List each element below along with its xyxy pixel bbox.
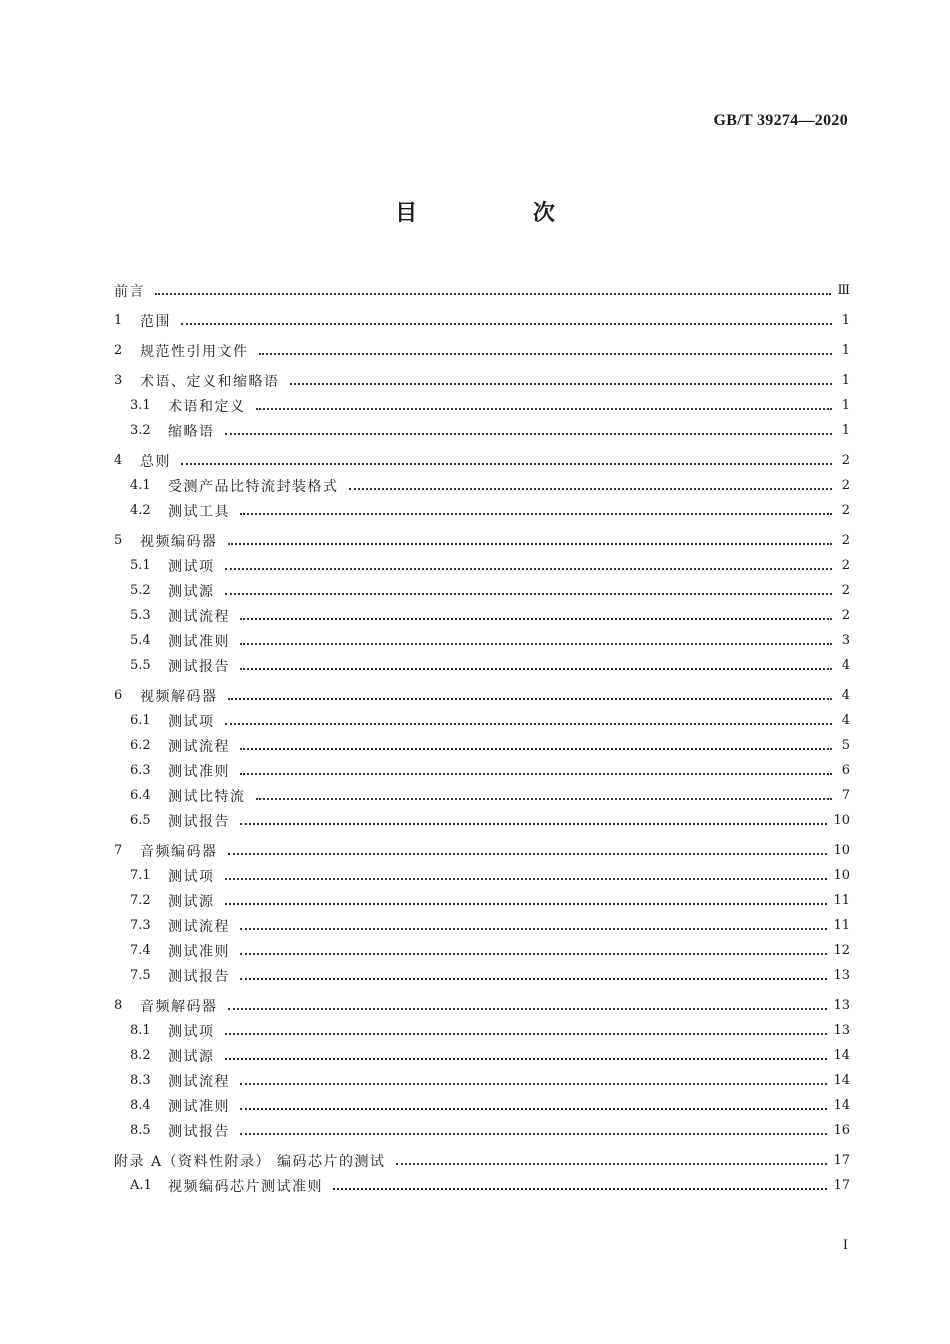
- toc-dot-leader: [225, 433, 833, 435]
- toc-entry-title: 术语和定义: [168, 398, 246, 415]
- toc-dot-leader: [240, 618, 832, 620]
- toc-dot-leader: [181, 463, 832, 465]
- toc-dot-leader: [228, 853, 828, 855]
- toc-entry-page: 17: [833, 1153, 850, 1168]
- toc-dot-leader: [225, 903, 828, 905]
- toc-entry-title: 测试流程: [168, 738, 230, 755]
- toc-dot-leader: [155, 293, 831, 295]
- toc-entry-title: 测试流程: [168, 918, 230, 935]
- toc-entry[interactable]: [114, 418, 850, 443]
- toc-entry-number: 5.1: [130, 558, 151, 573]
- toc-entry-page: 11: [833, 918, 850, 933]
- toc-entry[interactable]: [114, 1018, 850, 1043]
- toc-entry-page: 1: [841, 373, 850, 388]
- toc-entry[interactable]: [114, 838, 850, 863]
- toc-entry-page: 17: [833, 1178, 850, 1193]
- toc-entry-title: 测试项: [168, 558, 215, 575]
- toc-entry-page: 10: [833, 843, 850, 858]
- toc-entry-title: 测试准则: [168, 763, 230, 780]
- toc-entry[interactable]: [114, 963, 850, 988]
- toc-dot-leader: [240, 823, 827, 825]
- toc-entry[interactable]: [114, 448, 850, 473]
- toc-dot-leader: [225, 723, 833, 725]
- toc-entry-page: 12: [833, 943, 850, 958]
- toc-dot-leader: [225, 878, 828, 880]
- toc-entry[interactable]: [114, 1148, 850, 1173]
- toc-entry-title: 测试报告: [168, 968, 230, 985]
- toc-dot-leader: [228, 698, 833, 700]
- toc-entry-title: 测试工具: [168, 503, 230, 520]
- toc-entry-number: 7.1: [130, 868, 151, 883]
- standard-number: GB/T 39274—2020: [713, 112, 848, 129]
- toc-dot-leader: [228, 1008, 828, 1010]
- toc-entry-title: 测试源: [168, 893, 215, 910]
- toc-dot-leader: [240, 773, 832, 775]
- toc-entry-number: 8.3: [130, 1073, 151, 1088]
- toc-entry-number: 6.5: [130, 813, 151, 828]
- toc-entry-page: 7: [841, 788, 850, 803]
- toc-entry-title: 术语、定义和缩略语: [140, 373, 280, 390]
- toc-entry-title: 测试报告: [168, 1123, 230, 1140]
- toc-entry[interactable]: [114, 603, 850, 628]
- toc-entry-page: 14: [833, 1098, 850, 1113]
- toc-entry-number: 5.5: [130, 658, 151, 673]
- toc-entry-number: 8.2: [130, 1048, 151, 1063]
- toc-entry[interactable]: [114, 578, 850, 603]
- toc-entry[interactable]: [114, 758, 850, 783]
- toc-entry-number: 3.1: [130, 398, 151, 413]
- toc-entry-page: 2: [841, 583, 850, 598]
- toc-entry-title: 测试准则: [168, 943, 230, 960]
- toc-dot-leader: [240, 1133, 827, 1135]
- toc-entry-title: 测试流程: [168, 608, 230, 625]
- toc-dot-leader: [290, 383, 833, 385]
- toc-entry-title: 视频解码器: [140, 688, 218, 705]
- toc-dot-leader: [181, 323, 832, 325]
- toc-entry[interactable]: [114, 993, 850, 1018]
- toc-entry-number: 5.2: [130, 583, 151, 598]
- toc-entry-title: 音频解码器: [140, 998, 218, 1015]
- page-title: 目 次: [395, 201, 609, 226]
- toc-dot-leader: [259, 353, 833, 355]
- toc-entry-number: 7.3: [130, 918, 151, 933]
- toc-entry[interactable]: [114, 1118, 850, 1143]
- toc-entry-page: 4: [841, 713, 850, 728]
- toc-entry-title: 测试比特流: [168, 788, 246, 805]
- toc-entry-number: 8.5: [130, 1123, 151, 1138]
- toc-entry-page: 2: [841, 453, 850, 468]
- toc-entry-page: 10: [833, 868, 850, 883]
- toc-entry-number: 7.5: [130, 968, 151, 983]
- toc-dot-leader: [256, 408, 833, 410]
- toc-entry-title: 测试报告: [168, 658, 230, 675]
- toc-entry-page: 1: [841, 423, 850, 438]
- toc-entry-title: 测试源: [168, 1048, 215, 1065]
- toc-entry-page: 2: [841, 558, 850, 573]
- toc-entry-title: 附录 A（资料性附录） 编码芯片的测试: [114, 1153, 386, 1170]
- toc-dot-leader: [240, 928, 827, 930]
- toc-dot-leader: [225, 1058, 828, 1060]
- toc-entry-title: 测试准则: [168, 633, 230, 650]
- toc-dot-leader: [225, 593, 833, 595]
- toc-entry[interactable]: [114, 783, 850, 808]
- toc-entry-page: 13: [833, 968, 850, 983]
- toc-entry-page: 14: [833, 1048, 850, 1063]
- toc-entry-page: 1: [841, 313, 850, 328]
- toc-entry[interactable]: [114, 913, 850, 938]
- toc-entry-number: 5.3: [130, 608, 151, 623]
- toc-entry[interactable]: [114, 1093, 850, 1118]
- toc-entry-page: 13: [833, 1023, 850, 1038]
- toc-entry[interactable]: [114, 863, 850, 888]
- toc-entry-title: 范围: [140, 313, 171, 330]
- toc-entry[interactable]: [114, 683, 850, 708]
- toc-entry[interactable]: [114, 338, 850, 363]
- toc-entry-page: 2: [841, 478, 850, 493]
- toc-entry-title: 测试流程: [168, 1073, 230, 1090]
- toc-entry-page: 2: [841, 533, 850, 548]
- toc-entry-number: 3: [114, 373, 123, 388]
- toc-dot-leader: [240, 978, 827, 980]
- toc-entry[interactable]: [114, 888, 850, 913]
- toc-entry-title: 视频编码芯片测试准则: [168, 1178, 323, 1195]
- toc-dot-leader: [349, 488, 833, 490]
- toc-entry-number: 7.2: [130, 893, 151, 908]
- toc-entry[interactable]: [114, 938, 850, 963]
- toc-entry-number: 4: [114, 453, 123, 468]
- toc-entry-number: 7.4: [130, 943, 151, 958]
- toc-entry-number: 6.1: [130, 713, 151, 728]
- toc-entry[interactable]: [114, 628, 850, 653]
- toc-entry-title: 总则: [140, 453, 171, 470]
- toc-entry[interactable]: [114, 708, 850, 733]
- toc-entry-page: 4: [841, 688, 850, 703]
- toc-dot-leader: [240, 953, 827, 955]
- toc-entry[interactable]: [114, 808, 850, 833]
- toc-entry[interactable]: [114, 473, 850, 498]
- toc-entry-title: 测试源: [168, 583, 215, 600]
- toc-entry-number: 6.4: [130, 788, 151, 803]
- toc-entry[interactable]: [114, 553, 850, 578]
- toc-entry-page: 6: [841, 763, 850, 778]
- toc-entry-page: 11: [833, 893, 850, 908]
- toc-entry[interactable]: [114, 528, 850, 553]
- toc-entry-page: 4: [841, 658, 850, 673]
- toc-entry-number: 7: [114, 843, 123, 858]
- toc-entry-title: 测试项: [168, 713, 215, 730]
- toc-dot-leader: [240, 668, 832, 670]
- toc-entry-number: 8.1: [130, 1023, 151, 1038]
- toc-dot-leader: [240, 1108, 827, 1110]
- toc-entry[interactable]: [114, 278, 850, 303]
- toc-entry[interactable]: [114, 1173, 850, 1198]
- toc-dot-leader: [240, 748, 832, 750]
- toc-entry[interactable]: [114, 498, 850, 523]
- toc-entry[interactable]: [114, 393, 850, 418]
- toc-entry-number: 6: [114, 688, 123, 703]
- toc-entry-page: 2: [841, 503, 850, 518]
- toc-entry-number: 6.3: [130, 763, 151, 778]
- toc-entry-number: 1: [114, 313, 123, 328]
- toc-entry-page: 14: [833, 1073, 850, 1088]
- toc-entry-page: 16: [833, 1123, 850, 1138]
- toc-entry-page: 13: [833, 998, 850, 1013]
- toc-entry-title: 测试准则: [168, 1098, 230, 1115]
- toc-entry-number: 6.2: [130, 738, 151, 753]
- toc-dot-leader: [240, 643, 832, 645]
- toc-entry-title: 音频编码器: [140, 843, 218, 860]
- toc-entry[interactable]: [114, 733, 850, 758]
- toc-entry-title: 缩略语: [168, 423, 215, 440]
- toc-entry-title: 测试项: [168, 1023, 215, 1040]
- toc-dot-leader: [228, 543, 833, 545]
- toc-entry-page: 10: [833, 813, 850, 828]
- toc-entry[interactable]: [114, 1043, 850, 1068]
- toc-entry-title: 视频编码器: [140, 533, 218, 550]
- toc-dot-leader: [225, 1033, 828, 1035]
- toc-entry-page: 5: [841, 738, 850, 753]
- toc-entry-title: 测试项: [168, 868, 215, 885]
- toc-entry-number: 4.2: [130, 503, 151, 518]
- toc-entry-number: A.1: [130, 1178, 152, 1193]
- toc-entry[interactable]: [114, 308, 850, 333]
- toc-entry-page: 1: [841, 343, 850, 358]
- toc-dot-leader: [240, 513, 832, 515]
- toc-dot-leader: [240, 1083, 827, 1085]
- toc-dot-leader: [225, 568, 833, 570]
- toc-dot-leader: [333, 1188, 827, 1190]
- toc-entry-number: 5.4: [130, 633, 151, 648]
- toc-entry-page: 1: [841, 398, 850, 413]
- toc-entry-number: 5: [114, 533, 123, 548]
- toc-entry-number: 4.1: [130, 478, 151, 493]
- toc-entry-number: 3.2: [130, 423, 151, 438]
- toc-entry-page: 2: [841, 608, 850, 623]
- table-of-contents: [114, 278, 850, 1198]
- toc-dot-leader: [256, 798, 833, 800]
- toc-entry-title: 受测产品比特流封装格式: [168, 478, 339, 495]
- toc-entry-number: 2: [114, 343, 123, 358]
- toc-entry-page: Ⅲ: [837, 283, 850, 298]
- toc-entry-title: 前言: [114, 283, 145, 300]
- toc-dot-leader: [396, 1163, 828, 1165]
- toc-entry-title: 规范性引用文件: [140, 343, 249, 360]
- toc-entry-number: 8.4: [130, 1098, 151, 1113]
- toc-entry[interactable]: [114, 368, 850, 393]
- footer-page-number: I: [842, 1238, 848, 1253]
- toc-entry[interactable]: [114, 1068, 850, 1093]
- toc-entry-page: 3: [841, 633, 850, 648]
- toc-entry-number: 8: [114, 998, 123, 1013]
- toc-entry[interactable]: [114, 653, 850, 678]
- toc-entry-title: 测试报告: [168, 813, 230, 830]
